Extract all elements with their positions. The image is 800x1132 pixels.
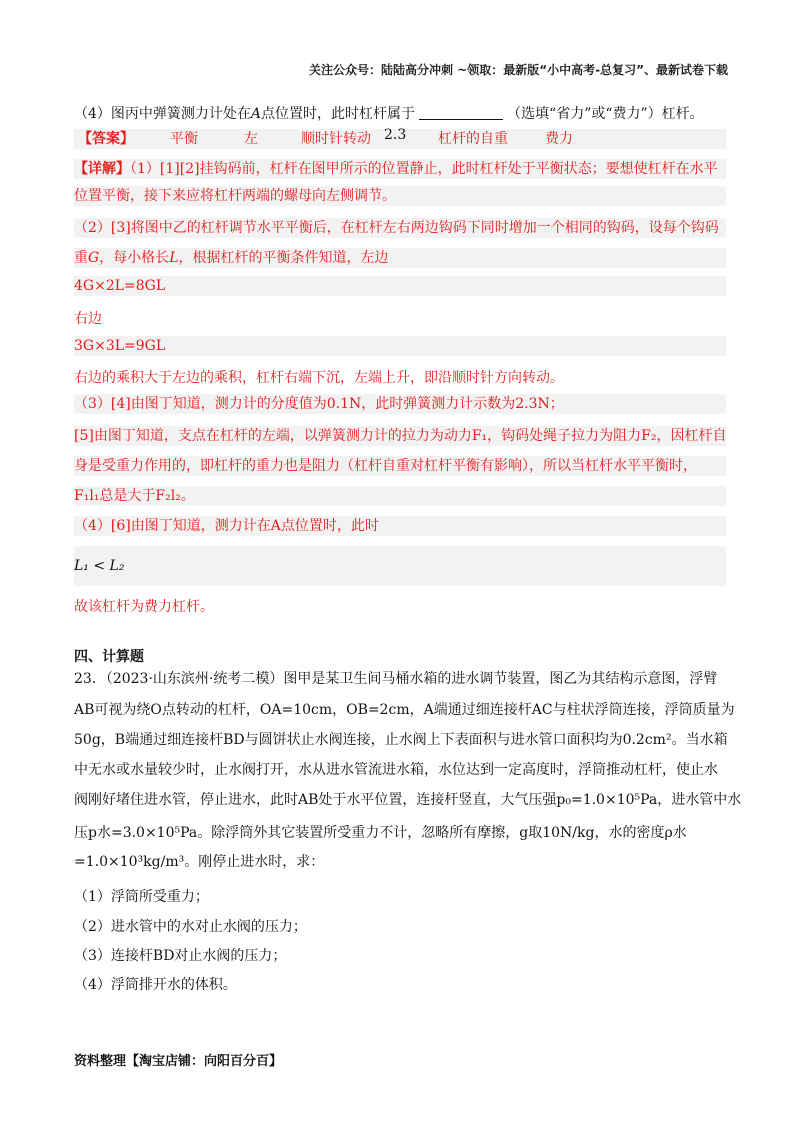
- q23-subquestion: [74, 946, 726, 966]
- detail-line: [74, 597, 726, 617]
- answer-item: 平衡: [170, 131, 198, 147]
- q23-text: =1.0×10³kg/m³。刚停止进水时，求：: [74, 854, 325, 870]
- answer-item: 2.3: [384, 127, 407, 143]
- q23-text: （1）浮筒所受重力；: [74, 889, 209, 905]
- section-title: [74, 647, 726, 667]
- detail-line: [74, 368, 726, 388]
- answer-blank[interactable]: [419, 105, 503, 120]
- q4-point-a: A: [250, 106, 262, 122]
- q23-text: 阀刚好堵住进水管，停止进水，此时AB处于水平位置，连接杆竖直，大气压强p₀=1.0×10⁵Pa，进水管中水: [74, 792, 742, 808]
- q23-line: [74, 700, 735, 720]
- q23-text: （4）浮筒排开水的体积。: [74, 977, 237, 993]
- detail-text: （2）[3]将图中乙的杠杆调节水平平衡后，在杠杆左右两边钩码下同时增加一个相同的钩码，设每个钩码: [74, 220, 719, 236]
- detail-text: F₁l₁总是大于F₂l₂。: [74, 488, 195, 504]
- q4-suffix: （选填“省力”或“费力”）杠杆。: [507, 106, 704, 122]
- q23-line: [74, 790, 742, 810]
- equation-text: L₁ < L₂: [74, 558, 125, 574]
- variable-g: G: [88, 250, 100, 266]
- q23-line: [74, 823, 726, 843]
- detail-text: 身是受重力作用的，即杠杆的重力也是阻力（杠杆自重对杠杆平衡有影响），所以当杠杆水平平衡时，: [74, 458, 697, 474]
- detail-text: 位置平衡，接下来应将杠杆两端的螺母向左侧调节。: [74, 188, 396, 204]
- q23-text: 中无水或水量较少时，止水阀打开，水从进水管流进水箱，水位达到一定高度时，浮筒推动杠杆，使止水: [74, 762, 718, 778]
- detail-line: [74, 486, 726, 506]
- detail-text: 右边的乘积大于左边的乘积，杠杆右端下沉，左端上升，即沿顺时针方向转动。: [74, 370, 564, 386]
- equation-right: [74, 336, 726, 356]
- answer-item: 顺时针转动: [301, 131, 371, 147]
- question-4: [74, 104, 726, 124]
- equation-inequality: [74, 546, 726, 586]
- q23-text: 50g，B端通过细连接杆BD与圆饼状止水阀连接，止水阀上下表面积与进水管口面积均为0.2cm²。当水箱: [74, 732, 728, 748]
- q23-subquestion: [74, 917, 726, 937]
- section-title-text: 四、计算题: [74, 649, 144, 665]
- page-header: 关注公众号：陆陆高分冲刺 ~领取：最新版“小中高考-总复习”、最新试卷下载: [309, 63, 728, 77]
- q23-text: （2）进水管中的水对止水阀的压力；: [74, 919, 307, 935]
- answer-item: 杠杆的自重: [438, 131, 508, 147]
- q23-line: [74, 730, 726, 750]
- answer-row: [74, 129, 726, 149]
- detail-line: [74, 159, 726, 179]
- detail-line: [74, 394, 726, 414]
- q23-line: [74, 760, 726, 780]
- detail-text: 故该杠杆为费力杠杆。: [74, 599, 214, 615]
- q23-subquestion: [74, 887, 726, 907]
- q23-text: AB可视为绕O点转动的杠杆，OA=10cm，OB=2cm，A端通过细连接杆AC与柱状浮筒连接，浮筒质量为: [74, 702, 735, 718]
- detail-text: 右边: [74, 311, 102, 327]
- q23-line: [74, 669, 726, 689]
- detail-line: [74, 516, 726, 536]
- page-footer: 资料整理【淘宝店铺：向阳百分百】: [74, 1054, 283, 1069]
- detail-line: [74, 309, 726, 329]
- detail-text: ，每小格长: [99, 250, 170, 266]
- detail-text: ，根据杠杆的平衡条件知道，左边: [178, 250, 389, 266]
- detail-text: （4）[6]由图丁知道，测力计在A点位置时，此时: [74, 518, 379, 534]
- detail-line: [74, 456, 726, 476]
- q23-subquestion: [74, 975, 726, 995]
- answer-label: 【答案】: [78, 131, 134, 147]
- detail-label: 【详解】: [74, 161, 130, 177]
- q23-text: 压p水=3.0×10⁵Pa。除浮筒外其它装置所受重力不计，忽略所有摩擦，g取10N/kg，水的密度ρ水: [74, 825, 687, 841]
- q23-text: 23．（2023·山东滨州·统考二模）图甲是某卫生间马桶水箱的进水调节装置，图乙为其结构示意图，浮臂: [74, 671, 718, 687]
- variable-l: L: [169, 250, 179, 266]
- detail-line: [74, 426, 726, 446]
- detail-line: [74, 186, 726, 206]
- q23-line: [74, 852, 726, 872]
- detail-line: [74, 218, 726, 238]
- equation-text: 3G×3L=9GL: [74, 338, 166, 354]
- detail-line: [74, 248, 726, 268]
- equation-text: 4G×2L=8GL: [74, 278, 166, 294]
- equation-left: [74, 276, 726, 296]
- detail-text: 重: [74, 250, 88, 266]
- q23-text: （3）连接杆BD对止水阀的压力；: [74, 948, 287, 964]
- answer-item: 费力: [545, 131, 573, 147]
- detail-text: （3）[4]由图丁知道，测力计的分度值为0.1N，此时弹簧测力计示数为2.3N；: [74, 396, 564, 412]
- answer-item: 左: [244, 131, 258, 147]
- detail-text: [5]由图丁知道，支点在杠杆的左端，以弹簧测力计的拉力为动力F₁，钩码处绳子拉力为阻力F₂，因杠杆自: [74, 428, 727, 444]
- q4-middle: 点位置时，此时杠杆属于: [261, 106, 416, 122]
- q4-prefix: （4）图丙中弹簧测力计处在: [74, 106, 251, 122]
- detail-text: （1）[1][2]挂钩码前，杠杆在图甲所示的位置静止，此时杠杆处于平衡状态；要想使杠杆在水平: [130, 161, 718, 177]
